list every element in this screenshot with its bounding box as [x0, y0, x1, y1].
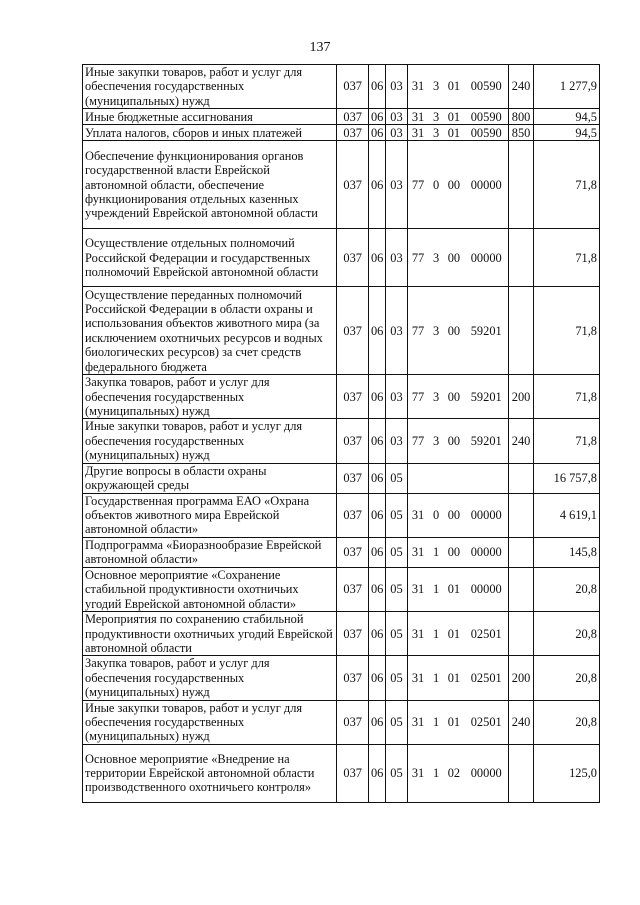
expense-type-cell: 240 — [509, 419, 533, 463]
section-cell: 06 — [368, 656, 385, 700]
section-cell: 06 — [368, 125, 385, 141]
table-row — [83, 287, 600, 375]
section-cell: 06 — [368, 700, 385, 744]
amount-cell: 71,8 — [533, 287, 599, 375]
table-row — [83, 125, 600, 141]
measure-code-cell: 00 — [444, 375, 464, 419]
expense-type-cell — [509, 567, 533, 611]
section-cell: 06 — [368, 567, 385, 611]
expense-name-cell: Обеспечение функционирования органов государственной власти Еврейской автономной области, обеспечение функционирования отдельных казенных учреждений Еврейской автономной области — [83, 141, 337, 229]
direction-code-cell: 00000 — [464, 229, 509, 287]
direction-code-cell: 00000 — [464, 567, 509, 611]
measure-code-cell: 00 — [444, 537, 464, 567]
expense-type-cell: 800 — [509, 109, 533, 125]
program-code-cell: 77 — [407, 419, 428, 463]
table-row — [83, 567, 600, 611]
expense-type-cell: 200 — [509, 656, 533, 700]
measure-code-cell: 02 — [444, 744, 464, 802]
expense-name-cell: Мероприятия по сохранению стабильной продуктивности охотничьих угодий Еврейской автономной области — [83, 612, 337, 656]
amount-cell: 71,8 — [533, 375, 599, 419]
subprogram-code-cell: 1 — [428, 612, 443, 656]
direction-code-cell: 00590 — [464, 125, 509, 141]
admin-code-cell: 037 — [337, 125, 369, 141]
section-cell: 06 — [368, 141, 385, 229]
section-cell: 06 — [368, 419, 385, 463]
expense-type-cell — [509, 463, 533, 493]
section-cell: 06 — [368, 109, 385, 125]
direction-code-cell: 00000 — [464, 744, 509, 802]
program-code-cell: 77 — [407, 375, 428, 419]
direction-code-cell — [464, 463, 509, 493]
table-row — [83, 229, 600, 287]
admin-code-cell: 037 — [337, 537, 369, 567]
admin-code-cell: 037 — [337, 463, 369, 493]
direction-code-cell: 00000 — [464, 537, 509, 567]
program-code-cell: 31 — [407, 109, 428, 125]
program-code-cell: 31 — [407, 125, 428, 141]
program-code-cell: 77 — [407, 229, 428, 287]
measure-code-cell: 01 — [444, 567, 464, 611]
amount-cell: 20,8 — [533, 656, 599, 700]
subprogram-code-cell: 3 — [428, 109, 443, 125]
table-row — [83, 463, 600, 493]
expense-type-cell — [509, 493, 533, 537]
measure-code-cell: 00 — [444, 287, 464, 375]
program-code-cell: 31 — [407, 744, 428, 802]
amount-cell: 94,5 — [533, 125, 599, 141]
program-code-cell — [407, 463, 428, 493]
subprogram-code-cell: 1 — [428, 537, 443, 567]
direction-code-cell: 00000 — [464, 141, 509, 229]
direction-code-cell: 59201 — [464, 287, 509, 375]
admin-code-cell: 037 — [337, 375, 369, 419]
subsection-cell: 05 — [386, 656, 407, 700]
expense-type-cell: 200 — [509, 375, 533, 419]
table-row — [83, 700, 600, 744]
admin-code-cell: 037 — [337, 567, 369, 611]
amount-cell: 20,8 — [533, 700, 599, 744]
expense-name-cell: Осуществление переданных полномочий Российской Федерации в области охраны и использования объектов животного мира (за исключением охотничьих ресурсов и водных биологических ресурсов) за счет средств федерального бюджета — [83, 287, 337, 375]
program-code-cell: 31 — [407, 65, 428, 109]
table-row — [83, 656, 600, 700]
table-row — [83, 65, 600, 109]
section-cell: 06 — [368, 612, 385, 656]
program-code-cell: 31 — [407, 493, 428, 537]
direction-code-cell: 02501 — [464, 700, 509, 744]
measure-code-cell: 00 — [444, 493, 464, 537]
table-row — [83, 537, 600, 567]
subsection-cell: 03 — [386, 125, 407, 141]
expense-type-cell — [509, 612, 533, 656]
subprogram-code-cell: 1 — [428, 567, 443, 611]
measure-code-cell: 00 — [444, 419, 464, 463]
program-code-cell: 77 — [407, 287, 428, 375]
direction-code-cell: 59201 — [464, 419, 509, 463]
expense-type-cell — [509, 744, 533, 802]
subsection-cell: 03 — [386, 141, 407, 229]
expense-name-cell: Иные закупки товаров, работ и услуг для обеспечения государственных (муниципальных) нужд — [83, 419, 337, 463]
section-cell: 06 — [368, 493, 385, 537]
expense-name-cell: Закупка товаров, работ и услуг для обеспечения государственных (муниципальных) нужд — [83, 375, 337, 419]
amount-cell: 71,8 — [533, 419, 599, 463]
amount-cell: 4 619,1 — [533, 493, 599, 537]
subprogram-code-cell: 1 — [428, 744, 443, 802]
subsection-cell: 05 — [386, 493, 407, 537]
subsection-cell: 05 — [386, 612, 407, 656]
subsection-cell: 05 — [386, 537, 407, 567]
subsection-cell: 05 — [386, 567, 407, 611]
table-row — [83, 493, 600, 537]
program-code-cell: 31 — [407, 567, 428, 611]
admin-code-cell: 037 — [337, 700, 369, 744]
section-cell: 06 — [368, 463, 385, 493]
direction-code-cell: 02501 — [464, 656, 509, 700]
program-code-cell: 77 — [407, 141, 428, 229]
subsection-cell: 05 — [386, 463, 407, 493]
section-cell: 06 — [368, 229, 385, 287]
subprogram-code-cell: 3 — [428, 125, 443, 141]
subprogram-code-cell: 0 — [428, 493, 443, 537]
measure-code-cell: 01 — [444, 65, 464, 109]
section-cell: 06 — [368, 375, 385, 419]
admin-code-cell: 037 — [337, 109, 369, 125]
expense-type-cell — [509, 229, 533, 287]
table-row — [83, 612, 600, 656]
expense-name-cell: Основное мероприятие «Внедрение на территории Еврейской автономной области производственного охотничьего контроля» — [83, 744, 337, 802]
admin-code-cell: 037 — [337, 229, 369, 287]
subsection-cell: 05 — [386, 744, 407, 802]
direction-code-cell: 00000 — [464, 493, 509, 537]
direction-code-cell: 02501 — [464, 612, 509, 656]
table-row — [83, 141, 600, 229]
expense-name-cell: Подпрограмма «Биоразнообразие Еврейской автономной области» — [83, 537, 337, 567]
direction-code-cell: 59201 — [464, 375, 509, 419]
expense-name-cell: Уплата налогов, сборов и иных платежей — [83, 125, 337, 141]
table-row — [83, 109, 600, 125]
table-row — [83, 375, 600, 419]
expense-name-cell: Другие вопросы в области охраны окружающей среды — [83, 463, 337, 493]
measure-code-cell — [444, 463, 464, 493]
admin-code-cell: 037 — [337, 493, 369, 537]
page-number: 137 — [309, 40, 331, 55]
subsection-cell: 03 — [386, 229, 407, 287]
subprogram-code-cell: 3 — [428, 65, 443, 109]
subsection-cell: 05 — [386, 700, 407, 744]
expense-type-cell — [509, 537, 533, 567]
amount-cell: 71,8 — [533, 229, 599, 287]
section-cell: 06 — [368, 65, 385, 109]
admin-code-cell: 037 — [337, 612, 369, 656]
admin-code-cell: 037 — [337, 419, 369, 463]
admin-code-cell: 037 — [337, 744, 369, 802]
subprogram-code-cell: 3 — [428, 375, 443, 419]
expense-name-cell: Закупка товаров, работ и услуг для обеспечения государственных (муниципальных) нужд — [83, 656, 337, 700]
subprogram-code-cell: 3 — [428, 419, 443, 463]
expense-type-cell — [509, 287, 533, 375]
subsection-cell: 03 — [386, 419, 407, 463]
section-cell: 06 — [368, 287, 385, 375]
amount-cell: 125,0 — [533, 744, 599, 802]
measure-code-cell: 00 — [444, 229, 464, 287]
subsection-cell: 03 — [386, 65, 407, 109]
amount-cell: 1 277,9 — [533, 65, 599, 109]
amount-cell: 20,8 — [533, 567, 599, 611]
expense-type-cell: 240 — [509, 65, 533, 109]
subprogram-code-cell: 3 — [428, 229, 443, 287]
program-code-cell: 31 — [407, 537, 428, 567]
amount-cell: 16 757,8 — [533, 463, 599, 493]
expense-type-cell — [509, 141, 533, 229]
section-cell: 06 — [368, 744, 385, 802]
amount-cell: 145,8 — [533, 537, 599, 567]
expense-name-cell: Иные бюджетные ассигнования — [83, 109, 337, 125]
program-code-cell: 31 — [407, 612, 428, 656]
expense-name-cell: Иные закупки товаров, работ и услуг для обеспечения государственных (муниципальных) нужд — [83, 700, 337, 744]
admin-code-cell: 037 — [337, 65, 369, 109]
program-code-cell: 31 — [407, 656, 428, 700]
expense-name-cell: Иные закупки товаров, работ и услуг для обеспечения государственных (муниципальных) нужд — [83, 65, 337, 109]
subprogram-code-cell: 1 — [428, 656, 443, 700]
amount-cell: 71,8 — [533, 141, 599, 229]
expense-name-cell: Основное мероприятие «Сохранение стабильной продуктивности охотничьих угодий Еврейской автономной области» — [83, 567, 337, 611]
admin-code-cell: 037 — [337, 287, 369, 375]
measure-code-cell: 01 — [444, 656, 464, 700]
subprogram-code-cell: 3 — [428, 287, 443, 375]
table-row — [83, 744, 600, 802]
expense-type-cell: 240 — [509, 700, 533, 744]
section-cell: 06 — [368, 537, 385, 567]
subprogram-code-cell: 1 — [428, 700, 443, 744]
expense-type-cell: 850 — [509, 125, 533, 141]
expense-name-cell: Государственная программа ЕАО «Охрана объектов животного мира Еврейской автономной области» — [83, 493, 337, 537]
program-code-cell: 31 — [407, 700, 428, 744]
direction-code-cell: 00590 — [464, 65, 509, 109]
expense-name-cell: Осуществление отдельных полномочий Российской Федерации и государственных полномочий Еврейской автономной области — [83, 229, 337, 287]
measure-code-cell: 01 — [444, 109, 464, 125]
subprogram-code-cell — [428, 463, 443, 493]
table-row — [83, 419, 600, 463]
subsection-cell: 03 — [386, 287, 407, 375]
measure-code-cell: 01 — [444, 700, 464, 744]
direction-code-cell: 00590 — [464, 109, 509, 125]
measure-code-cell: 00 — [444, 141, 464, 229]
amount-cell: 94,5 — [533, 109, 599, 125]
subsection-cell: 03 — [386, 109, 407, 125]
admin-code-cell: 037 — [337, 141, 369, 229]
admin-code-cell: 037 — [337, 656, 369, 700]
budget-table — [82, 64, 600, 803]
measure-code-cell: 01 — [444, 612, 464, 656]
subprogram-code-cell: 0 — [428, 141, 443, 229]
subsection-cell: 03 — [386, 375, 407, 419]
measure-code-cell: 01 — [444, 125, 464, 141]
amount-cell: 20,8 — [533, 612, 599, 656]
